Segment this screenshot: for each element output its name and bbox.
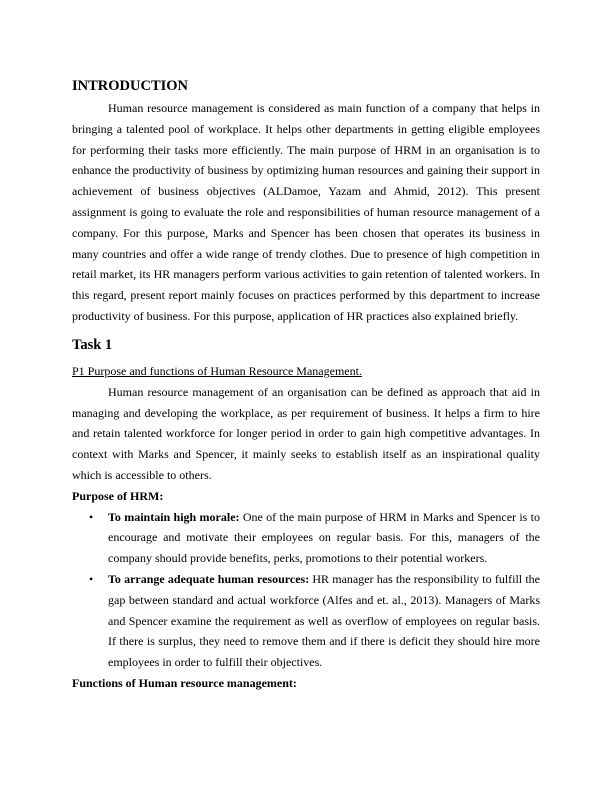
list-item-title: To maintain high morale: — [108, 509, 240, 524]
list-item-text: One of the main purpose of HRM in Marks and Spencer is to encourage and motivate their employees on regular basis. For this, managers of the company should provide benefits, perks, promotions to their potential workers. — [108, 509, 541, 566]
functions-heading: Functions of Human resource management: — [72, 675, 297, 690]
bullet-icon: • — [89, 509, 94, 524]
bullet-icon: • — [89, 571, 94, 586]
introduction-paragraph: Human resource management is considered as main function of a company that helps in bringing a talented pool of workplace. It helps other departments in getting eligible employees for performing their tasks more efficiently. The main purpose of HRM in an organisation is to enhance the productivity of business by optimizing human resources and gaining their support in achievement of business objectives (ALDamoe, Yazam and Ahmid, 2012). This present assignment is going to evaluate the role and responsibilities of human resource management of a company. For this purpose, Marks and Spencer has been chosen that operates its business in many countries and offer a wide range of trendy clothes. Due to presence of high competition in retail market, its HR managers perform various activities to gain retention of talented workers. In this regard, present report mainly focuses on practices performed by this department to increase productivity of business. For this purpose, application of HR practices also explained briefly. — [72, 101, 540, 323]
list-item — [72, 507, 540, 569]
list-item-title: To arrange adequate human resources: — [108, 571, 310, 586]
task1-heading: Task 1 — [72, 336, 113, 353]
p1-subheading: P1 Purpose and functions of Human Resource Management. — [72, 363, 362, 378]
task1-paragraph: Human resource management of an organisation can be defined as approach that aid in managing and developing the workplace, as per requirement of business. It helps a firm to hire and retain talented workforce for longer period in order to gain high competitive advantages. In context with Marks and Spencer, it mainly seeks to establish itself as an inspirational quality which is accessible to others. — [72, 384, 540, 482]
purpose-list — [72, 507, 540, 673]
document-page — [72, 77, 540, 694]
purpose-heading: Purpose of HRM: — [72, 488, 164, 503]
introduction-heading: INTRODUCTION — [72, 78, 189, 94]
list-item — [72, 569, 540, 673]
list-item-text: HR manager has the responsibility to fulfill the gap between standard and actual workforce (Alfes and et. al., 2013). Managers of Marks and Spencer examine the requirement as well as overflow of employees on regular basis. If there is surplus, they need to remove them and if there is deficit they should hire more employees in order to fulfill their objectives. — [108, 571, 540, 670]
